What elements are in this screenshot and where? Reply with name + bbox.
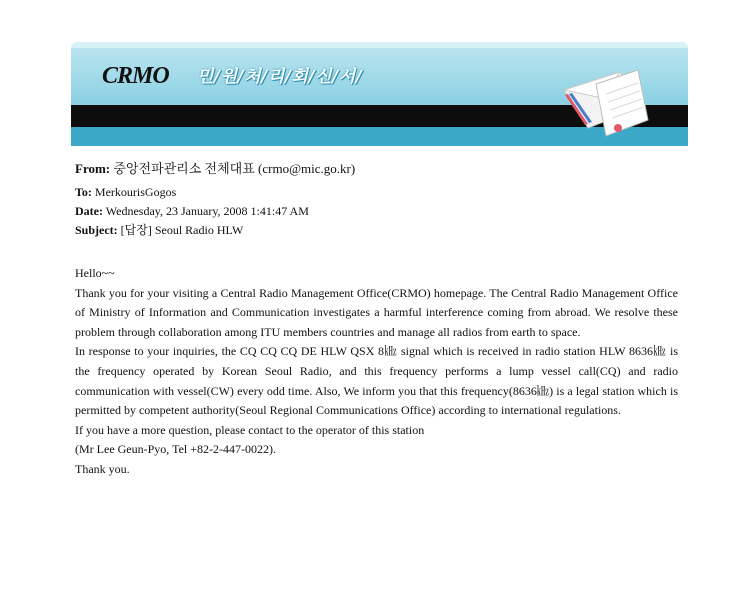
banner-slogan: 민/원/처/리/회/신/서/ [197,67,363,87]
to-field [75,184,176,200]
from-label: From: [75,161,111,176]
date-label: Date: [75,204,103,218]
closing: Thank you. [75,461,130,476]
greeting: Hello~~ [75,266,115,280]
from-value: 중앙전파관리소 전체대표 (crmo@mic.go.kr) [113,161,356,176]
subject-label: Subject: [75,223,118,237]
subject-value: [답장] Seoul Radio HLW [120,223,244,237]
contact-details: (Mr Lee Geun-Pyo, Tel +82-2-447-0022). [75,442,276,457]
banner-top-strip [71,42,688,48]
envelope-icon [558,50,650,140]
to-value: MerkourisGogos [94,185,177,199]
body-paragraph: Thank you for your visiting a Central Radio Management Office(CRMO) homepage. The Central Radio Management Office of Ministry of Information and Communication investigates a harmful interference coming from abroad. We resolve these problem through collaboration among ITU members countries and manage all radios from earth to space. [75,285,678,339]
crmo-logo: CRMO [102,63,169,89]
date-value: Wednesday, 23 January, 2008 1:41:47 AM [105,204,309,218]
body-paragraph: In response to your inquiries, the CQ CQ CQ DE HLW QSX 8㎑ signal which is received in radio station HLW 8636㎑ is the frequency operated by Korean Seoul Radio, and this frequency performs a lump vessel call(CQ) and radio communication with vessel(CW) every odd time. Also, We inform you that this frequency(8636㎑) is a legal station which is permitted by competent authority(Seoul Regional Communications Office) according to international regulations. [75,344,678,418]
date-field [75,203,309,219]
letter-banner [71,42,688,146]
subject-field [75,222,243,238]
message-body [75,264,678,480]
to-label: To: [75,185,92,199]
contact-line: If you have a more question, please contact to the operator of this station [75,422,425,437]
from-field [75,161,355,177]
